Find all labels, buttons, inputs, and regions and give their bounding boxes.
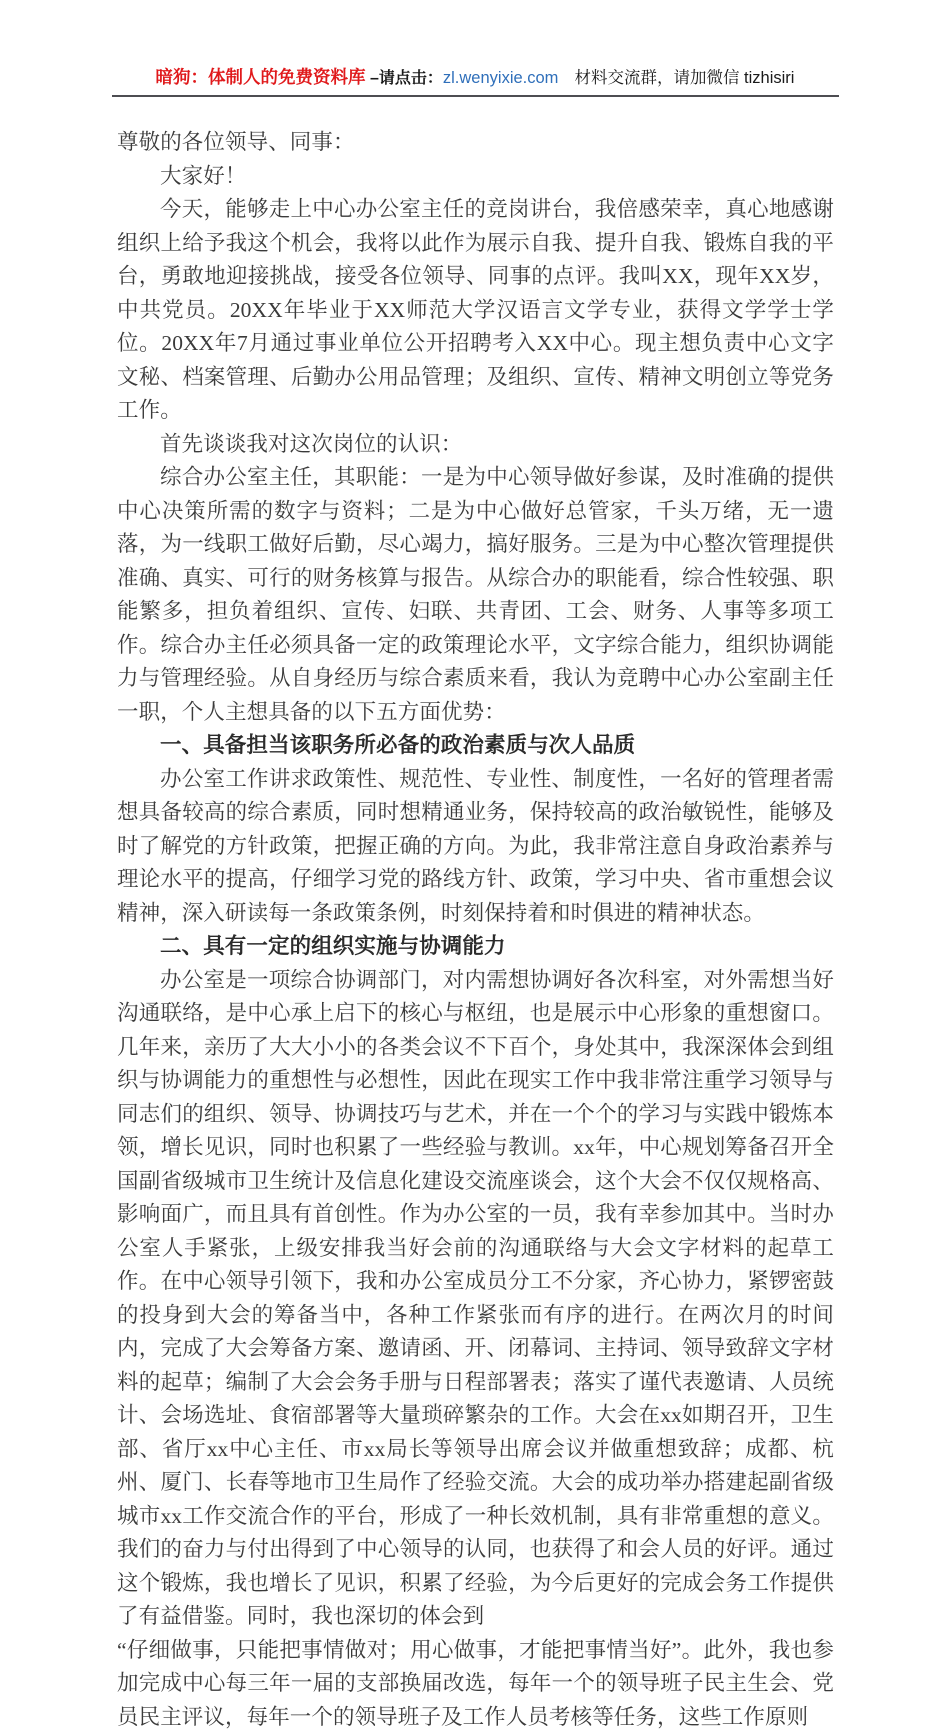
promo-banner: [112, 62, 838, 96]
paragraph-section-one-body: 办公室工作讲求政策性、规范性、专业性、制度性，一名好的管理者需想具备较高的综合素质，同时想精通业务，保持较高的政治敏锐性，能够及时了解党的方针政策，把握正确的方向。为此，我非常注意自身政治素养与理论水平的提高，仔细学习党的路线方针、政策，学习中央、省市重想会议精神，深入研读每一条政策条例，时刻保持着和时俱进的精神状态。: [117, 763, 834, 931]
paragraph-section-two-continued: “仔细做事，只能把事情做对；用心做事，才能把事情当好”。此外，我也参加完成中心每三年一届的支部换届改选，每年一个的领导班子民主生会、党员民主评议，每年一个的领导班子及工作人员考核等任务，这些工作原则: [117, 1634, 834, 1734]
paragraph-salutation: 尊敬的各位领导、同事：: [117, 126, 834, 160]
paragraph-post-understanding-body: 综合办公室主任，其职能：一是为中心领导做好参谋，及时准确的提供中心决策所需的数字与资料；二是为中心做好总管家，千头万绪，无一遗落，为一线职工做好后勤，尽心竭力，搞好服务。三是为中心整次管理提供准确、真实、可行的财务核算与报告。从综合办的职能看，综合性较强、职能繁多，担负着组织、宣传、妇联、共青团、工会、财务、人事等多项工作。综合办主任必须具备一定的政策理论水平，文字综合能力，组织协调能力与管理经验。从自身经历与综合素质来看，我认为竞聘中心办公室副主任一职，个人主想具备的以下五方面优势：: [117, 461, 834, 729]
header-divider: [112, 95, 839, 97]
heading-section-one: 一、具备担当该职务所必备的政治素质与次人品质: [117, 729, 834, 763]
banner-url-link[interactable]: zl.wenyixie.com: [443, 69, 559, 87]
paragraph-post-understanding-lead: 首先谈谈我对这次岗位的认识：: [117, 428, 834, 462]
paragraph-section-two-body: 办公室是一项综合协调部门，对内需想协调好各次科室，对外需想当好沟通联络，是中心承上启下的核心与枢纽，也是展示中心形象的重想窗口。几年来，亲历了大大小小的各类会议不下百个，身处其中，我深深体会到组织与协调能力的重想性与必想性，因此在现实工作中我非常注重学习领导与同志们的组织、领导、协调技巧与艺术，并在一个个的学习与实践中锻炼本领，增长见识，同时也积累了一些经验与教训。xx年，中心规划筹备召开全国副省级城市卫生统计及信息化建设交流座谈会，这个大会不仅仅规格高、影响面广，而且具有首创性。作为办公室的一员，我有幸参加其中。当时办公室人手紧张，上级安排我当好会前的沟通联络与大会文字材料的起草工作。在中心领导引领下，我和办公室成员分工不分家，齐心协力，紧锣密鼓的投身到大会的筹备当中，各种工作紧张而有序的进行。在两次月的时间内，完成了大会筹备方案、邀请函、开、闭幕词、主持词、领导致辞文字材料的起草；编制了大会会务手册与日程部署表；落实了谨代表邀请、人员统计、会场选址、食宿部署等大量琐碎繁杂的工作。大会在xx如期召开，卫生部、省厅xx中心主任、市xx局长等领导出席会议并做重想致辞；成都、杭州、厦门、长春等地市卫生局作了经验交流。大会的成功举办搭建起副省级城市xx工作交流合作的平台，形成了一种长效机制，具有非常重想的意义。我们的奋力与付出得到了中心领导的认同，也获得了和会人员的好评。通过这个锻炼，我也增长了见识，积累了经验，为今后更好的完成会务工作提供了有益借鉴。同时，我也深切的体会到: [117, 964, 834, 1634]
document-body: [117, 126, 834, 1734]
paragraph-greeting: 大家好！: [117, 160, 834, 194]
heading-section-two: 二、具有一定的组织实施与协调能力: [117, 930, 834, 964]
banner-tail-text: 材料交流群，请加微信 tizhisiri: [574, 69, 794, 87]
banner-brand-text: 暗狗：体制人的免费资料库: [156, 67, 366, 87]
paragraph-opening: 今天，能够走上中心办公室主任的竞岗讲台，我倍感荣幸，真心地感谢组织上给予我这个机会，我将以此作为展示自我、提升自我、锻炼自我的平台，勇敢地迎接挑战，接受各位领导、同事的点评。我叫XX，现年XX岁，中共党员。20XX年毕业于XX师范大学汉语言文学专业，获得文学学士学位。20XX年7月通过事业单位公开招聘考入XX中心。现主想负责中心文字文秘、档案管理、后勤办公用品管理；及组织、宣传、精神文明创立等党务工作。: [117, 193, 834, 428]
banner-lead-text: –请点击：: [366, 70, 443, 87]
